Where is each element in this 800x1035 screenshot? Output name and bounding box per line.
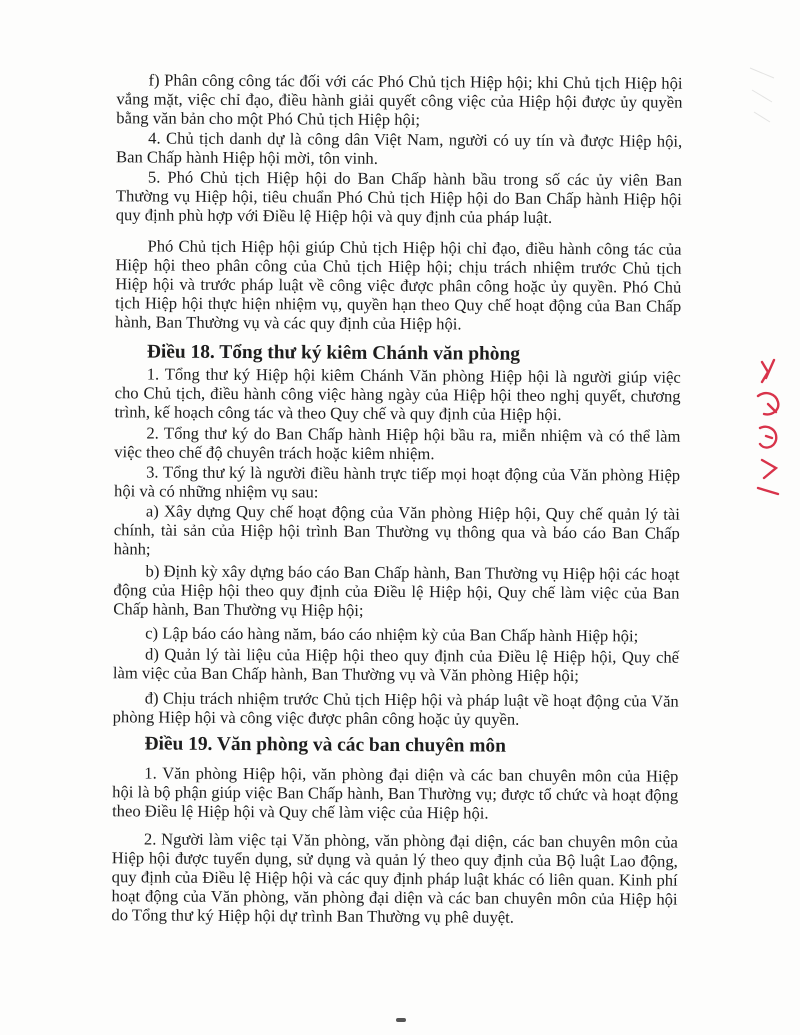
article-18-clause-2: 2. Tổng thư ký do Ban Chấp hành Hiệp hội bầu ra, miễn nhiệm và có thể làm việc theo chế độ chuyên trách hoặc kiêm nhiệm. [114,423,681,464]
article-18-heading: Điều 18. Tổng thư ký kiêm Chánh văn phòng [146,341,521,365]
paragraph-vice-chairman-duties: Phó Chủ tịch Hiệp hội giúp Chủ tịch Hiệp hội chỉ đạo, điều hành công tác của Hiệp hội theo phân công của Chủ tịch Hiệp hội; chịu trách nhiệm trước Chủ tịch Hiệp hội và trước pháp luật về công việc được phân công hoặc ủy quyền. Phó Chủ tịch Hiệp hội thực hiện nhiệm vụ, quyền hạn theo Quy chế hoạt động của Ban Chấp hành, Ban Thường vụ và các quy định của Hiệp hội. [115,236,682,334]
article-18-item-dd: đ) Chịu trách nhiệm trước Chủ tịch Hiệp hội và pháp luật về hoạt động của Văn phòng Hiệp hội và công việc được phân công hoặc ủy quyền. [112,688,679,729]
faint-edge-mark-icon [742,60,782,130]
paragraph-f-assignment: f) Phân công công tác đối với các Phó Chủ tịch Hiệp hội; khi Chủ tịch Hiệp hội vắng mặt, việc chỉ đạo, điều hành giải quyết công việc của Hiệp hội được ủy quyền bằng văn bản cho một Phó Chủ tịch Hiệp hội; [116,70,683,130]
article-18-clause-3: 3. Tổng thư ký là người điều hành trực tiếp mọi hoạt động của Văn phòng Hiệp hội và có những nhiệm vụ sau: [113,462,681,502]
page-footer-mark [396,1018,406,1022]
article-18-clause-1: 1. Tổng thư ký Hiệp hội kiêm Chánh Văn phòng Hiệp hội là người giúp việc cho Chủ tịch, điều hành công việc hàng ngày của Hiệp hội theo nghị quyết, chương trình, kế hoạch công tác và theo Quy chế và quy định của Hiệp hội. [114,364,681,424]
article-19-clause-1: 1. Văn phòng Hiệp hội, văn phòng đại diện và các ban chuyên môn của Hiệp hội là bộ phận giúp việc Ban Chấp hành, Ban Thường vụ; được tổ chức và hoạt động theo Điều lệ Hiệp hội và Quy chế làm việc của Hiệp hội. [112,763,679,823]
paragraph-vice-chairman-election: 5. Phó Chủ tịch Hiệp hội do Ban Chấp hành bầu trong số các ủy viên Ban Thường vụ Hiệp hội, tiêu chuẩn Phó Chủ tịch Hiệp hội do Ban Chấp hành Hiệp hội quy định phù hợp với Điều lệ Hiệp hội và quy định của pháp luật. [115,167,683,227]
article-19-clause-2: 2. Người làm việc tại Văn phòng, văn phòng đại diện, các ban chuyên môn của Hiệp hội được tuyển dụng, sử dụng và quản lý theo quy định của Bộ luật Lao động, quy định của Điều lệ Hiệp hội và các quy định pháp luật khác có liên quan. Kinh phí hoạt động của Văn phòng, văn phòng đại diện và các ban chuyên môn của Hiệp hội do Tổng thư ký Hiệp hội dự trình Ban Thường vụ phê duyệt. [111,829,678,927]
paragraph-honorary-chairman: 4. Chủ tịch danh dự là công dân Việt Nam, người có uy tín và được Hiệp hội, Ban Chấp hành Hiệp hội mời, tôn vinh. [116,128,683,168]
article-18-item-b: b) Định kỳ xây dựng báo cáo Ban Chấp hành, Ban Thường vụ Hiệp hội các hoạt động của Hiệp hội theo quy định của Điều lệ Hiệp hội, Quy chế làm việc của Ban Chấp hành, Ban Thường vụ Hiệp hội; [113,561,680,620]
red-seal-edge-icon [752,352,786,502]
article-19-heading: Điều 19. Văn phòng và các ban chuyên môn [144,733,506,757]
article-18-item-a: a) Xây dựng Quy chế hoạt động của Văn phòng Hiệp hội, Quy chế quản lý tài chính, tài sản của Hiệp hội trình Ban Thường vụ thông qua và báo cáo Ban Chấp hành; [113,501,680,559]
article-18-item-c: c) Lập báo cáo hàng năm, báo cáo nhiệm kỳ của Ban Chấp hành Hiệp hội; [145,623,639,646]
article-18-item-d: d) Quản lý tài liệu của Hiệp hội theo quy định của Điều lệ Hiệp hội, Quy chế làm việc của Ban Chấp hành, Ban Thường vụ và Văn phòng Hiệp hội; [112,644,680,686]
